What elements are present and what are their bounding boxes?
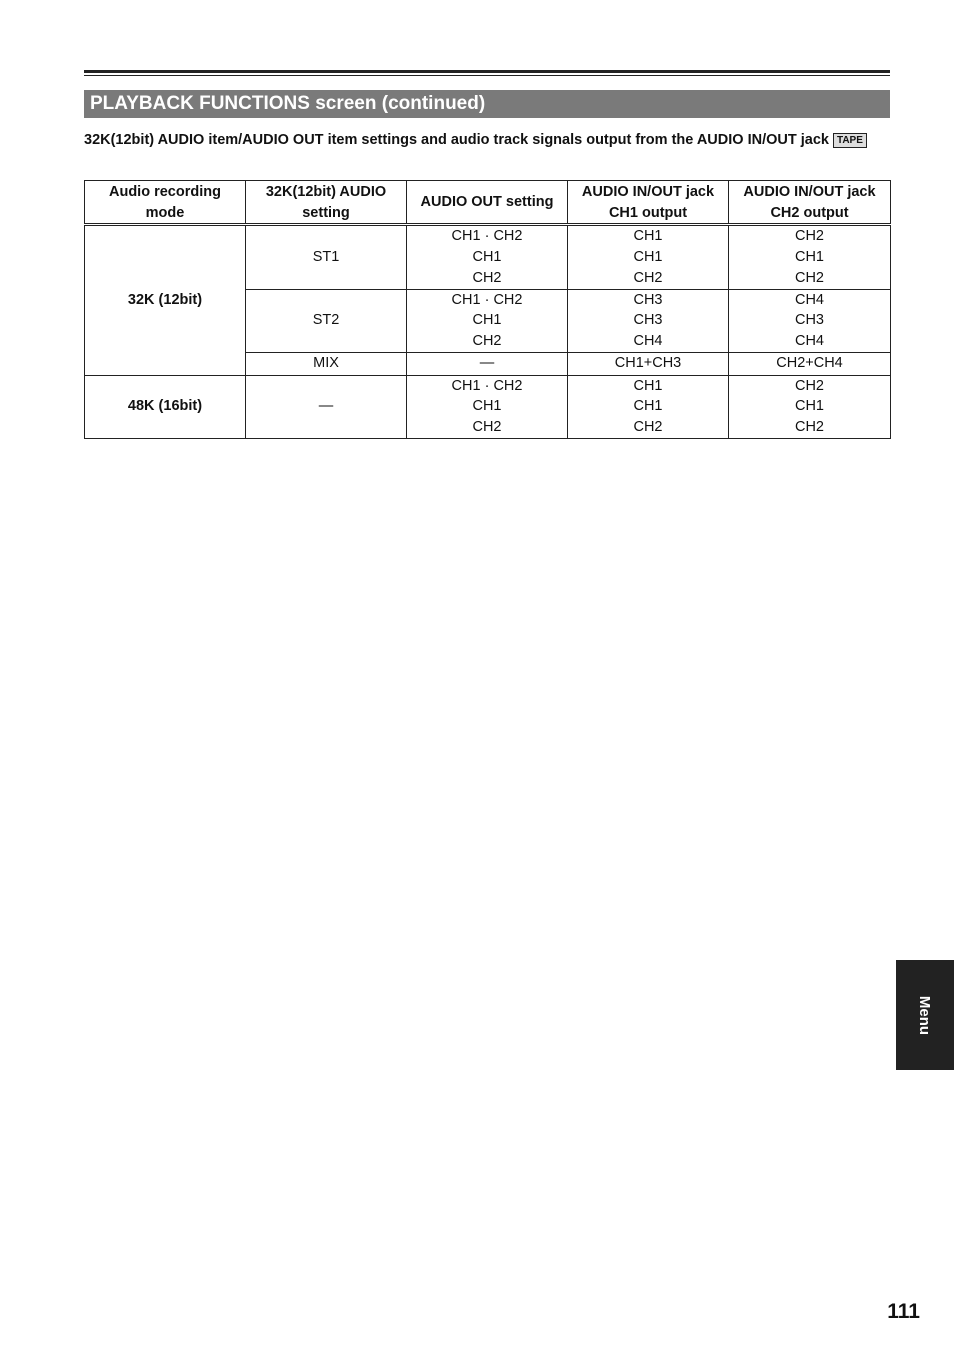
page-number: 111: [887, 1300, 920, 1323]
audio-out-cell-line: CH1: [472, 312, 502, 329]
table-body: [85, 225, 891, 438]
audio-out-cell-line: CH1: [472, 398, 502, 415]
audio-out-cell-line: CH1 · CH2: [451, 377, 523, 394]
header-line: CH2 output: [770, 204, 849, 221]
ch2-output-cell: [729, 352, 891, 375]
ch1-output-cell: [568, 352, 729, 375]
header-line: AUDIO IN/OUT jack: [743, 184, 876, 200]
ch1-output-cell: [568, 289, 729, 352]
audio-out-cell-line: CH2: [472, 332, 502, 349]
table-row: [85, 225, 891, 289]
audio-out-cell-line: CH1 · CH2: [451, 291, 523, 308]
header-line: CH1 output: [608, 204, 688, 221]
section-title: PLAYBACK FUNCTIONS screen (continued): [84, 90, 890, 118]
recording-mode-cell: 32K (12bit): [85, 225, 246, 375]
header-rule-thin: [84, 75, 890, 76]
ch2-output-cell-line: CH1: [794, 249, 824, 266]
ch1-output-cell-line: CH2: [633, 419, 663, 436]
audio-out-cell: [407, 352, 568, 375]
ch2-output-cell-line: CH4: [794, 332, 824, 349]
audio-out-cell-line: CH2: [472, 419, 502, 436]
audio-out-cell: [407, 375, 568, 438]
ch1-output-cell-line: CH1: [633, 398, 663, 415]
menu-side-tab: [896, 960, 954, 1070]
header-line: setting: [302, 204, 350, 221]
header-recording-mode: [85, 181, 246, 225]
ch2-output-cell: [729, 225, 891, 289]
table-caption: [84, 130, 890, 151]
audio-setting-cell: MIX: [246, 352, 407, 375]
header-line: Audio recording: [109, 184, 221, 200]
audio-out-cell: [407, 225, 568, 289]
audio-out-cell-line: —: [479, 355, 495, 372]
header-audio-out-setting: [407, 181, 568, 225]
header-line: mode: [145, 204, 185, 221]
audio-setting-cell: ST2: [246, 289, 407, 352]
audio-setting-cell: —: [246, 375, 407, 438]
header-line: 32K(12bit) AUDIO: [265, 184, 387, 200]
header-line: AUDIO IN/OUT jack: [581, 184, 715, 200]
ch2-output-cell-line: CH2: [794, 269, 824, 286]
audio-output-table: [84, 180, 891, 439]
table-caption-text: 32K(12bit) AUDIO item/AUDIO OUT item settings and audio track signals output from the AUDIO IN/OUT jack: [84, 132, 829, 148]
ch1-output-cell: [568, 225, 729, 289]
tape-badge: TAPE: [833, 133, 867, 148]
audio-out-cell-line: CH2: [472, 269, 502, 286]
ch1-output-cell-line: CH4: [633, 332, 663, 349]
header-ch2-output: [729, 181, 891, 225]
ch2-output-cell-line: CH2: [794, 377, 824, 394]
ch1-output-cell-line: CH1+CH3: [614, 355, 682, 372]
audio-out-cell-line: CH1 · CH2: [451, 228, 523, 245]
table-header-row: [85, 181, 891, 225]
header-ch1-output: [568, 181, 729, 225]
ch1-output-cell-line: CH3: [633, 312, 663, 329]
audio-setting-cell: ST1: [246, 225, 407, 289]
ch2-output-cell-line: CH2: [794, 228, 824, 245]
ch1-output-cell-line: CH2: [633, 269, 663, 286]
ch2-output-cell-line: CH2+CH4: [776, 355, 843, 372]
menu-side-tab-label: Menu: [916, 995, 934, 1035]
ch2-output-cell: [729, 375, 891, 438]
header-audio-setting: [246, 181, 407, 225]
ch1-output-cell-line: CH1: [633, 377, 663, 394]
ch1-output-cell-line: CH1: [633, 249, 663, 266]
ch1-output-cell: [568, 375, 729, 438]
audio-out-cell: [407, 289, 568, 352]
audio-out-cell-line: CH1: [472, 249, 502, 266]
recording-mode-cell: 48K (16bit): [85, 375, 246, 438]
ch1-output-cell-line: CH3: [633, 291, 663, 308]
ch2-output-cell-line: CH1: [794, 398, 824, 415]
ch1-output-cell-line: CH1: [633, 228, 663, 245]
ch2-output-cell: [729, 289, 891, 352]
ch2-output-cell-line: CH3: [794, 312, 824, 329]
table-row: [85, 375, 891, 438]
header-line: AUDIO OUT setting: [420, 194, 554, 211]
ch2-output-cell-line: CH2: [794, 419, 824, 436]
header-rule-thick: [84, 70, 890, 73]
ch2-output-cell-line: CH4: [794, 291, 824, 308]
